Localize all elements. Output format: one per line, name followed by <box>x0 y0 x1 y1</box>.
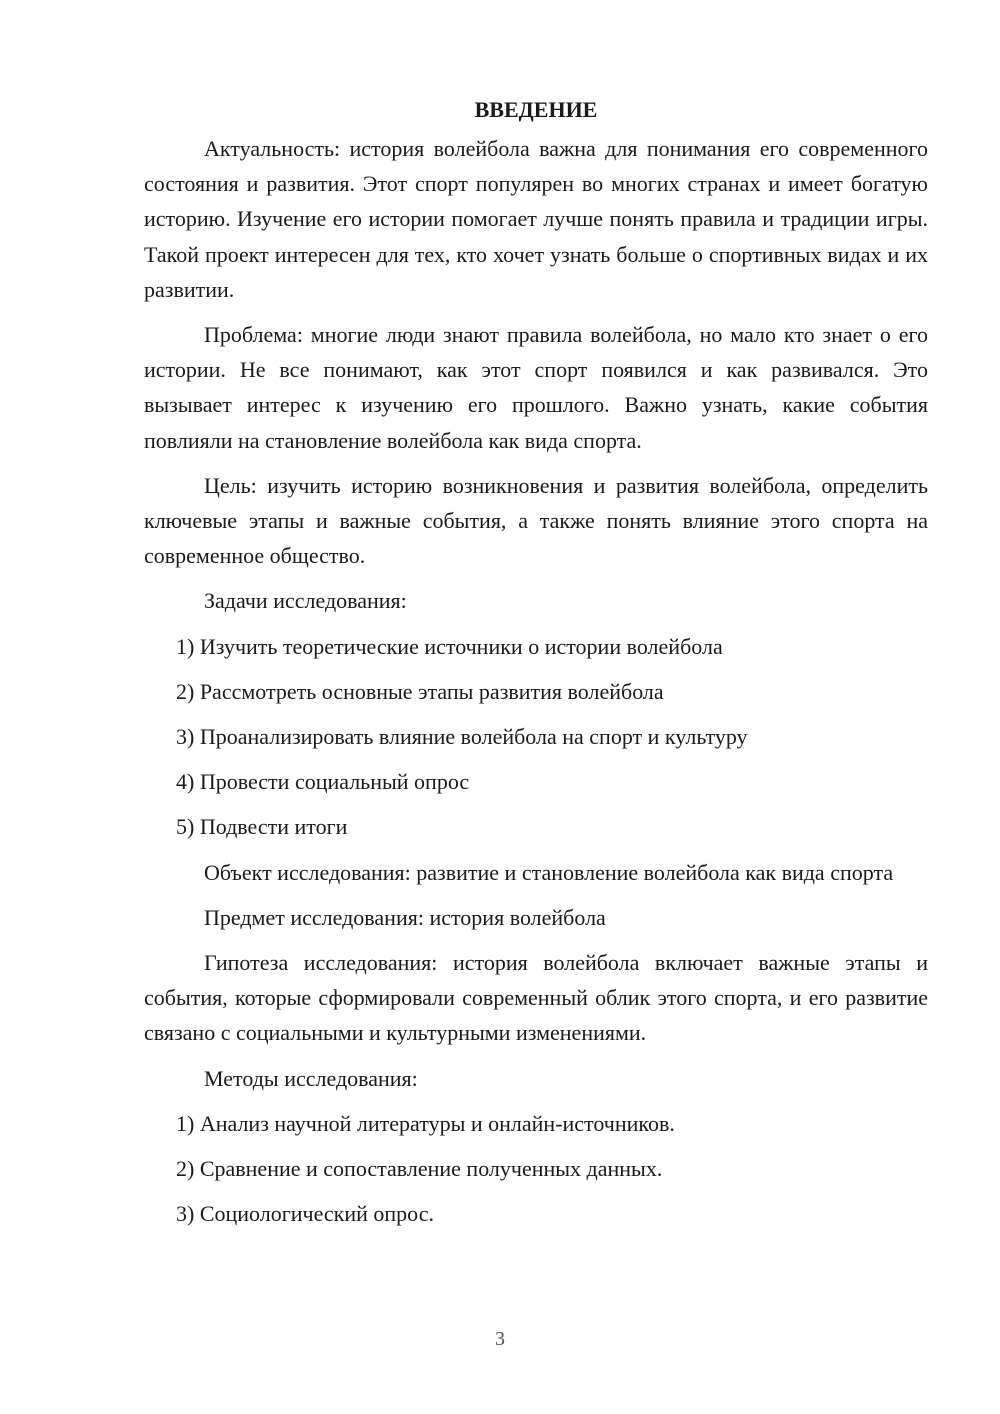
tasks-heading: Задачи исследования: <box>204 588 407 614</box>
methods-list <box>144 1106 928 1232</box>
task-item: 4) Провести социальный опрос <box>176 769 470 795</box>
goal-paragraph: Цель: изучить историю возникновения и развития волейбола, определить ключевые этапы и важные события, а также понять влияние этого спорта на современное общество. <box>144 472 928 569</box>
relevance-paragraph: Актуальность: история волейбола важна для понимания его современного состояния и развития. Этот спорт популярен во многих странах и имеет богатую историю. Изучение его истории помогает лучше понять правила и традиции игры. Такой проект интересен для тех, кто хочет узнать больше о спортивных видах и их развитии. <box>144 136 928 302</box>
subject-paragraph: Предмет исследования: история волейбола <box>204 904 606 930</box>
method-item: 1) Анализ научной литературы и онлайн-источников. <box>176 1110 675 1136</box>
method-item: 3) Социологический опрос. <box>176 1201 434 1227</box>
task-item: 3) Проанализировать влияние волейбола на спорт и культуру <box>176 724 748 750</box>
method-item: 2) Сравнение и сопоставление полученных данных. <box>176 1156 663 1182</box>
tasks-list <box>144 629 928 845</box>
hypothesis-paragraph: Гипотеза исследования: история волейбола включает важные этапы и события, которые сформировали современный облик этого спорта, и его развитие связано с социальными и культурными изменениями. <box>144 950 928 1046</box>
problem-paragraph: Проблема: многие люди знают правила волейбола, но мало кто знает о его истории. Не все понимают, как этот спорт появился и как развивался. Это вызывает интерес к изучению его прошлого. Важно узнать, какие события повлияли на становление волейбола как вида спорта. <box>144 322 928 453</box>
task-item: 2) Рассмотреть основные этапы развития волейбола <box>176 678 664 704</box>
object-paragraph: Объект исследования: развитие и становление волейбола как вида спорта <box>204 859 894 885</box>
task-item: 1) Изучить теоретические источники о истории волейбола <box>176 633 723 659</box>
methods-heading: Методы исследования: <box>204 1065 418 1091</box>
page-number: 3 <box>495 1328 505 1350</box>
document-page <box>144 92 928 1241</box>
section-title: ВВЕДЕНИЕ <box>474 97 598 122</box>
task-item: 5) Подвести итоги <box>176 814 348 840</box>
